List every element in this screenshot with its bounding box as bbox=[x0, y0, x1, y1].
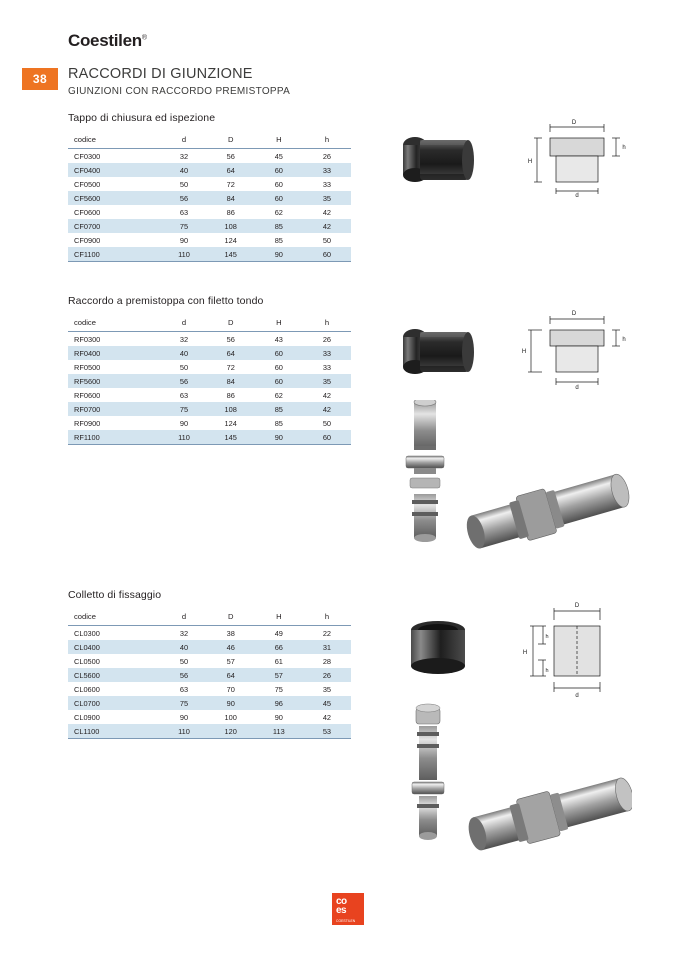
cell-H: 60 bbox=[255, 163, 303, 177]
cell-d: 110 bbox=[161, 430, 206, 445]
table-row bbox=[68, 177, 351, 191]
cell-H: 60 bbox=[255, 374, 303, 388]
cell-H: 90 bbox=[255, 430, 303, 445]
cell-H: 85 bbox=[255, 233, 303, 247]
col-header-h: h bbox=[303, 314, 351, 332]
table-header-row bbox=[68, 608, 351, 626]
col-header-codice: codice bbox=[68, 608, 161, 626]
cell-H: 85 bbox=[255, 416, 303, 430]
footer-logo bbox=[332, 893, 364, 925]
cell-D: 72 bbox=[207, 360, 255, 374]
cell-d: 56 bbox=[161, 191, 206, 205]
cell-D: 124 bbox=[207, 233, 255, 247]
technical-drawing-3 bbox=[516, 600, 636, 698]
cell-codice: CF0900 bbox=[68, 233, 161, 247]
cell-h: 33 bbox=[303, 346, 351, 360]
cell-D: 64 bbox=[207, 163, 255, 177]
col-header-d: d bbox=[161, 131, 206, 149]
table-row bbox=[68, 724, 351, 739]
cell-d: 56 bbox=[161, 374, 206, 388]
spec-table-1 bbox=[68, 131, 351, 262]
cell-D: 90 bbox=[207, 696, 255, 710]
cell-codice: RF0500 bbox=[68, 360, 161, 374]
cell-d: 63 bbox=[161, 682, 206, 696]
cell-d: 63 bbox=[161, 388, 206, 402]
cell-d: 90 bbox=[161, 233, 206, 247]
cell-codice: RF5600 bbox=[68, 374, 161, 388]
assembly-photo-2 bbox=[402, 700, 632, 870]
table-row bbox=[68, 149, 351, 164]
cell-D: 86 bbox=[207, 205, 255, 219]
cell-D: 108 bbox=[207, 219, 255, 233]
table-row bbox=[68, 219, 351, 233]
cell-H: 75 bbox=[255, 682, 303, 696]
cell-d: 40 bbox=[161, 640, 206, 654]
product-photo-collar bbox=[405, 618, 475, 680]
cell-d: 32 bbox=[161, 332, 206, 347]
cell-D: 86 bbox=[207, 388, 255, 402]
svg-text:h: h bbox=[545, 634, 549, 640]
cell-codice: CF0600 bbox=[68, 205, 161, 219]
product-photo-cap bbox=[396, 128, 486, 190]
table-header-row bbox=[68, 314, 351, 332]
table-row bbox=[68, 191, 351, 205]
page-subtitle: GIUNZIONI CON RACCORDO PREMISTOPPA bbox=[68, 86, 291, 97]
cell-H: 60 bbox=[255, 177, 303, 191]
cell-D: 56 bbox=[207, 332, 255, 347]
cell-H: 90 bbox=[255, 710, 303, 724]
cell-H: 66 bbox=[255, 640, 303, 654]
cell-d: 56 bbox=[161, 668, 206, 682]
cell-d: 90 bbox=[161, 710, 206, 724]
section-title-2: Raccordo a premistoppa con filetto tondo bbox=[68, 295, 264, 307]
svg-text:d: d bbox=[575, 385, 579, 390]
cell-D: 72 bbox=[207, 177, 255, 191]
cell-D: 145 bbox=[207, 430, 255, 445]
cell-H: 62 bbox=[255, 388, 303, 402]
cell-d: 50 bbox=[161, 360, 206, 374]
spec-table-3 bbox=[68, 608, 351, 739]
col-header-D: D bbox=[207, 608, 255, 626]
cell-codice: RF0300 bbox=[68, 332, 161, 347]
cell-D: 84 bbox=[207, 374, 255, 388]
cell-codice: CF0300 bbox=[68, 149, 161, 164]
svg-text:D: D bbox=[571, 120, 577, 126]
section-title-3: Colletto di fissaggio bbox=[68, 589, 162, 601]
cell-D: 38 bbox=[207, 626, 255, 641]
cell-d: 90 bbox=[161, 416, 206, 430]
svg-text:H: H bbox=[521, 349, 527, 355]
svg-text:d: d bbox=[575, 193, 579, 198]
cell-codice: CF5600 bbox=[68, 191, 161, 205]
cell-d: 110 bbox=[161, 724, 206, 739]
cell-h: 45 bbox=[303, 696, 351, 710]
cell-h: 33 bbox=[303, 177, 351, 191]
cell-D: 46 bbox=[207, 640, 255, 654]
svg-text:h: h bbox=[622, 145, 626, 151]
cell-d: 75 bbox=[161, 402, 206, 416]
cell-h: 42 bbox=[303, 388, 351, 402]
cell-D: 56 bbox=[207, 149, 255, 164]
col-header-codice: codice bbox=[68, 131, 161, 149]
cell-D: 120 bbox=[207, 724, 255, 739]
svg-text:D: D bbox=[574, 603, 580, 609]
svg-text:h: h bbox=[622, 337, 626, 343]
col-header-H: H bbox=[255, 131, 303, 149]
table-row bbox=[68, 640, 351, 654]
cell-H: 60 bbox=[255, 360, 303, 374]
cell-d: 40 bbox=[161, 163, 206, 177]
technical-drawing-1 bbox=[516, 118, 636, 198]
cell-h: 22 bbox=[303, 626, 351, 641]
table-row bbox=[68, 710, 351, 724]
cell-D: 57 bbox=[207, 654, 255, 668]
cell-h: 50 bbox=[303, 416, 351, 430]
table-row bbox=[68, 654, 351, 668]
col-header-H: H bbox=[255, 314, 303, 332]
cell-codice: CF0700 bbox=[68, 219, 161, 233]
cell-codice: RF0900 bbox=[68, 416, 161, 430]
product-photo-gland bbox=[396, 320, 486, 382]
cell-D: 64 bbox=[207, 346, 255, 360]
cell-D: 145 bbox=[207, 247, 255, 262]
page-number: 38 bbox=[22, 68, 58, 90]
svg-text:H: H bbox=[527, 159, 533, 165]
col-header-D: D bbox=[207, 314, 255, 332]
cell-H: 90 bbox=[255, 247, 303, 262]
cell-h: 33 bbox=[303, 163, 351, 177]
table-row bbox=[68, 360, 351, 374]
cell-h: 33 bbox=[303, 360, 351, 374]
cell-H: 62 bbox=[255, 205, 303, 219]
cell-H: 96 bbox=[255, 696, 303, 710]
cell-D: 100 bbox=[207, 710, 255, 724]
cell-d: 50 bbox=[161, 177, 206, 191]
cell-codice: CL5600 bbox=[68, 668, 161, 682]
cell-H: 85 bbox=[255, 402, 303, 416]
cell-codice: RF0400 bbox=[68, 346, 161, 360]
cell-H: 113 bbox=[255, 724, 303, 739]
col-header-d: d bbox=[161, 608, 206, 626]
brand-name: Coestilen bbox=[68, 31, 142, 50]
cell-codice: CL0900 bbox=[68, 710, 161, 724]
cell-h: 42 bbox=[303, 710, 351, 724]
table-row bbox=[68, 346, 351, 360]
footer-logo-line2: es bbox=[336, 905, 347, 916]
cell-codice: CL0500 bbox=[68, 654, 161, 668]
cell-h: 42 bbox=[303, 402, 351, 416]
cell-H: 43 bbox=[255, 332, 303, 347]
cell-codice: CF0500 bbox=[68, 177, 161, 191]
footer-logo-line3: COESTILEN bbox=[336, 919, 356, 923]
table-row bbox=[68, 163, 351, 177]
table-row bbox=[68, 430, 351, 445]
technical-drawing-2 bbox=[516, 308, 636, 390]
cell-h: 42 bbox=[303, 205, 351, 219]
cell-h: 60 bbox=[303, 430, 351, 445]
cell-h: 26 bbox=[303, 332, 351, 347]
table-row bbox=[68, 696, 351, 710]
col-header-codice: codice bbox=[68, 314, 161, 332]
cell-H: 60 bbox=[255, 191, 303, 205]
col-header-D: D bbox=[207, 131, 255, 149]
cell-h: 42 bbox=[303, 219, 351, 233]
cell-D: 108 bbox=[207, 402, 255, 416]
table-row bbox=[68, 682, 351, 696]
cell-H: 85 bbox=[255, 219, 303, 233]
cell-d: 32 bbox=[161, 626, 206, 641]
brand-logo bbox=[68, 31, 147, 51]
cell-d: 75 bbox=[161, 219, 206, 233]
cell-d: 32 bbox=[161, 149, 206, 164]
table-row bbox=[68, 247, 351, 262]
table-row bbox=[68, 374, 351, 388]
cell-codice: CL0400 bbox=[68, 640, 161, 654]
cell-h: 35 bbox=[303, 374, 351, 388]
cell-d: 63 bbox=[161, 205, 206, 219]
cell-codice: CL0600 bbox=[68, 682, 161, 696]
cell-D: 64 bbox=[207, 668, 255, 682]
cell-d: 50 bbox=[161, 654, 206, 668]
cell-codice: CL1100 bbox=[68, 724, 161, 739]
col-header-h: h bbox=[303, 131, 351, 149]
cell-codice: RF0700 bbox=[68, 402, 161, 416]
registered-mark: ® bbox=[141, 34, 147, 42]
table-row bbox=[68, 388, 351, 402]
cell-H: 57 bbox=[255, 668, 303, 682]
cell-codice: RF1100 bbox=[68, 430, 161, 445]
cell-h: 26 bbox=[303, 668, 351, 682]
cell-h: 31 bbox=[303, 640, 351, 654]
table-row bbox=[68, 233, 351, 247]
cell-d: 40 bbox=[161, 346, 206, 360]
assembly-photo-1 bbox=[400, 400, 630, 570]
cell-H: 45 bbox=[255, 149, 303, 164]
table-row bbox=[68, 416, 351, 430]
cell-H: 49 bbox=[255, 626, 303, 641]
svg-text:d: d bbox=[575, 693, 579, 698]
cell-h: 35 bbox=[303, 682, 351, 696]
cell-D: 124 bbox=[207, 416, 255, 430]
cell-h: 28 bbox=[303, 654, 351, 668]
table-row bbox=[68, 205, 351, 219]
svg-text:D: D bbox=[571, 311, 577, 317]
cell-H: 61 bbox=[255, 654, 303, 668]
table-row bbox=[68, 402, 351, 416]
col-header-d: d bbox=[161, 314, 206, 332]
col-header-H: H bbox=[255, 608, 303, 626]
page-title: RACCORDI DI GIUNZIONE bbox=[68, 66, 253, 82]
cell-h: 50 bbox=[303, 233, 351, 247]
cell-H: 60 bbox=[255, 346, 303, 360]
cell-D: 70 bbox=[207, 682, 255, 696]
cell-h: 60 bbox=[303, 247, 351, 262]
cell-D: 84 bbox=[207, 191, 255, 205]
cell-codice: CL0700 bbox=[68, 696, 161, 710]
cell-h: 53 bbox=[303, 724, 351, 739]
section-title-1: Tappo di chiusura ed ispezione bbox=[68, 112, 216, 124]
cell-d: 75 bbox=[161, 696, 206, 710]
cell-codice: CF1100 bbox=[68, 247, 161, 262]
spec-table-2 bbox=[68, 314, 351, 445]
cell-codice: CL0300 bbox=[68, 626, 161, 641]
table-header-row bbox=[68, 131, 351, 149]
cell-codice: RF0600 bbox=[68, 388, 161, 402]
cell-h: 26 bbox=[303, 149, 351, 164]
cell-d: 110 bbox=[161, 247, 206, 262]
cell-codice: CF0400 bbox=[68, 163, 161, 177]
cell-h: 35 bbox=[303, 191, 351, 205]
footer-logo-line1: co bbox=[336, 896, 347, 907]
table-row bbox=[68, 626, 351, 641]
col-header-h: h bbox=[303, 608, 351, 626]
table-row bbox=[68, 332, 351, 347]
svg-text:h: h bbox=[545, 668, 549, 674]
table-row bbox=[68, 668, 351, 682]
svg-text:H: H bbox=[522, 650, 528, 656]
